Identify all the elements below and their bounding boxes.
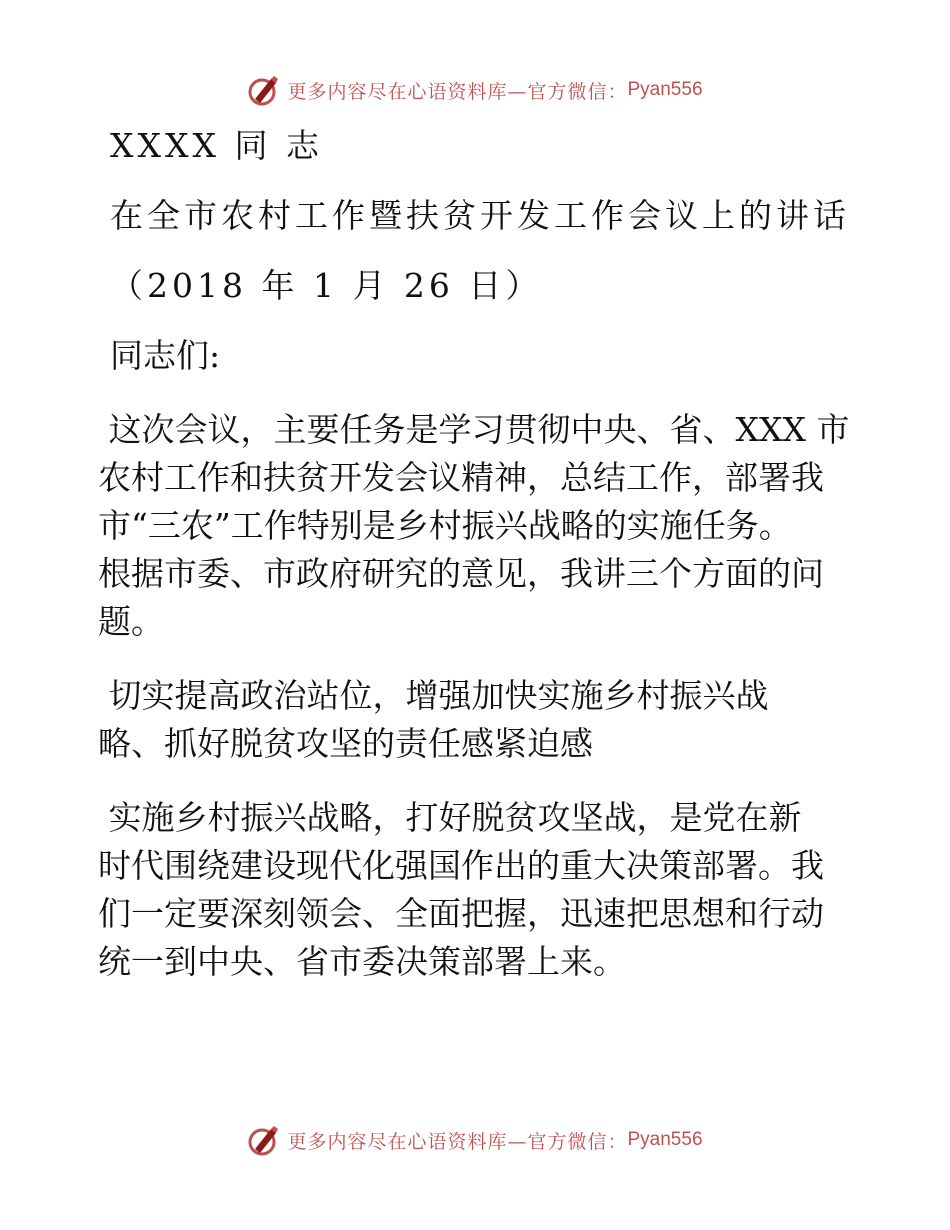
- header-watermark: [0, 70, 950, 110]
- author-line: XXXX 同 志: [110, 126, 323, 165]
- greeting: 同志们:: [110, 336, 221, 375]
- paragraph-line: 这次会议，主要任务是学习贯彻中央、省、XXX 市: [98, 410, 850, 449]
- paragraph-line: 实施乡村振兴战略，打好脱贫攻坚战，是党在新: [98, 798, 802, 837]
- document-title: 在全市农村工作暨扶贫开发工作会议上的讲话: [110, 196, 850, 235]
- watermark-text: 更多内容尽在心语资料库—官方微信：: [287, 1130, 628, 1153]
- paragraph-line: 们一定要深刻领会、全面把握，迅速把思想和行动: [98, 894, 824, 933]
- document-body: [98, 122, 850, 986]
- paragraph-line: 根据市委、市政府研究的意见，我讲三个方面的问: [98, 554, 824, 593]
- section-heading: [98, 672, 850, 768]
- watermark-account: Pyan556: [627, 1129, 703, 1150]
- footer-watermark: [0, 1120, 950, 1160]
- paragraph-section: [98, 794, 850, 986]
- pen-logo-icon: [247, 1123, 281, 1157]
- paragraph-line: 统一到中央、省市委决策部署上来。: [98, 942, 626, 981]
- heading-line: 略、抓好脱贫攻坚的责任感紧迫感: [98, 724, 593, 763]
- paragraph-line: 时代围绕建设现代化强国作出的重大决策部署。我: [98, 846, 824, 885]
- paragraph-intro: [98, 406, 850, 646]
- paragraph-line: 农村工作和扶贫开发会议精神，总结工作，部署我: [98, 458, 824, 497]
- paragraph-line: 市“三农”工作特别是乡村振兴战略的实施任务。: [98, 506, 792, 545]
- watermark-account: Pyan556: [627, 79, 703, 100]
- pen-logo-icon: [247, 73, 281, 107]
- document-date: （2018 年 1 月 26 日）: [110, 266, 543, 305]
- paragraph-line: 题。: [98, 602, 164, 641]
- watermark-text: 更多内容尽在心语资料库—官方微信：: [287, 80, 628, 103]
- heading-line: 切实提高政治站位，增强加快实施乡村振兴战: [98, 676, 769, 715]
